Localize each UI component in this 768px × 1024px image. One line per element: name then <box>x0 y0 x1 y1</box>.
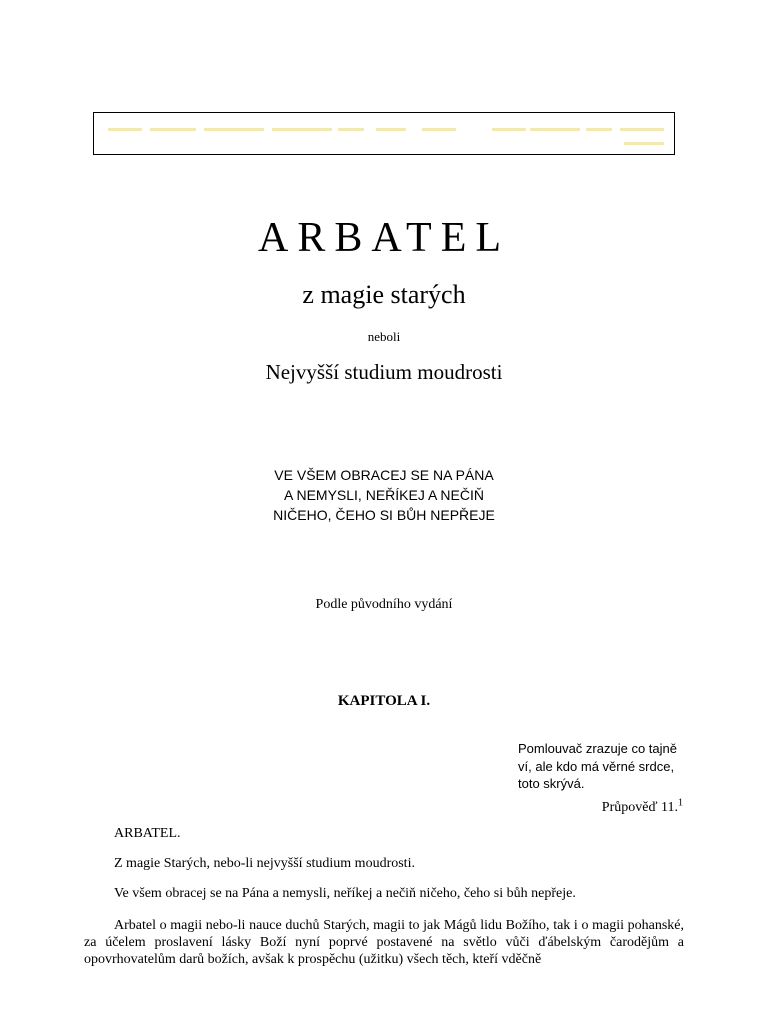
edition-note: Podle původního vydání <box>315 597 453 612</box>
header-rule <box>620 128 664 131</box>
book-alt-subtitle: Nejvyšší studium moudrosti <box>265 360 503 384</box>
header-rule <box>492 128 526 131</box>
header-rule <box>338 128 364 131</box>
header-rule <box>530 128 580 131</box>
paragraph: Ve všem obracej se na Pána a nemysli, neříkej a nečiň ničeho, čeho si bůh nepřeje. <box>114 886 576 901</box>
header-rule <box>376 128 406 131</box>
motto-block <box>0 465 768 525</box>
header-rule <box>108 128 142 131</box>
conjunction-text: neboli <box>367 329 401 344</box>
epigraph-source-text: Průpověď 11. <box>601 800 678 815</box>
epigraph-source <box>601 797 683 816</box>
book-title: ARBATEL <box>258 215 510 261</box>
motto-line: A NEMYSLI, NEŘÍKEJ A NEČIŇ <box>284 487 484 503</box>
header-rule <box>272 128 332 131</box>
header-rule <box>422 128 456 131</box>
epigraph-text: Pomlouvač zrazuje co tajně ví, ale kdo má věrné srdce, toto skrývá. <box>518 741 677 791</box>
header-rule <box>624 142 664 145</box>
paragraph: ARBATEL. <box>114 826 181 841</box>
paragraph: Z magie Starých, nebo-li nejvyšší studium moudrosti. <box>114 856 415 871</box>
motto-line: NIČEHO, ČEHO SI BŮH NEPŘEJE <box>273 507 495 523</box>
paragraph: Arbatel o magii nebo-li nauce duchů Starých, magii to jak Mágů lidu Božího, tak i o magii pohanské, za účelem proslavení lásky Boží nyní poprvé postavené na světlo vůči ďábelským čarodějům a opovrhovatelům darů božích, avšak k prospěchu (užitku) všech těch, kteří vděčně <box>84 918 684 967</box>
chapter-heading: KAPITOLA I. <box>337 693 431 709</box>
header-rule <box>150 128 196 131</box>
header-rule <box>204 128 264 131</box>
motto-line: VE VŠEM OBRACEJ SE NA PÁNA <box>274 467 494 483</box>
header-frame <box>93 112 675 155</box>
book-subtitle: z magie starých <box>302 280 466 309</box>
footnote-marker[interactable]: 1 <box>678 797 683 809</box>
header-rule <box>586 128 612 131</box>
